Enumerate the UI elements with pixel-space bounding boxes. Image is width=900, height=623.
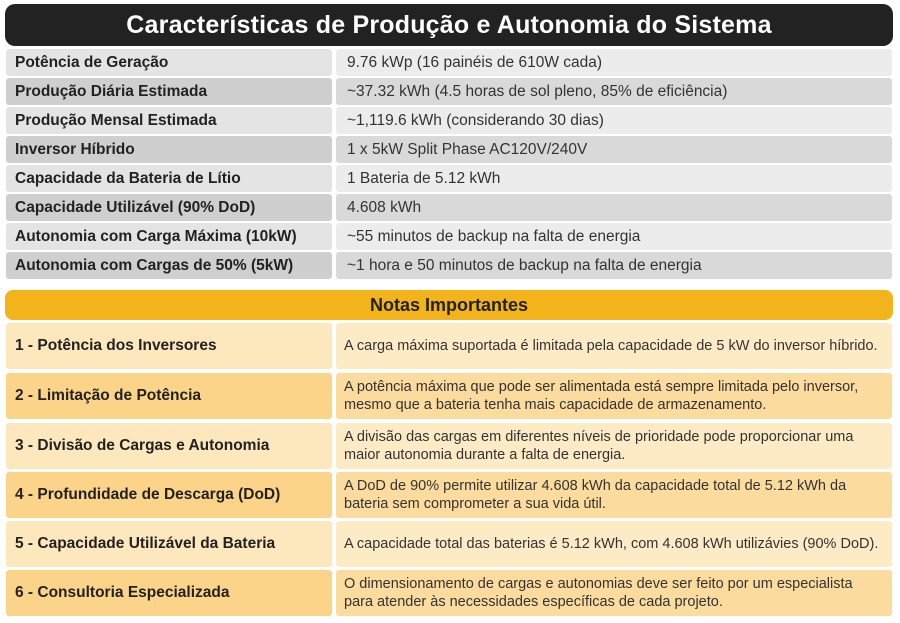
note-row (6, 373, 892, 419)
spec-label: Autonomia com Cargas de 50% (5kW) (6, 252, 332, 279)
note-label: 2 - Limitação de Potência (6, 373, 332, 419)
spec-value: 9.76 kWp (16 painéis de 610W cada) (336, 49, 892, 76)
note-row (6, 323, 892, 369)
note-label: 5 - Capacidade Utilizável da Bateria (6, 521, 332, 567)
spec-value: ~1,119.6 kWh (considerando 30 dias) (336, 107, 892, 134)
spec-label: Capacidade Utilizável (90% DoD) (6, 194, 332, 221)
spec-label: Inversor Híbrido (6, 136, 332, 163)
spec-value: 4.608 kWh (336, 194, 892, 221)
note-text: A capacidade total das baterias é 5.12 kWh, com 4.608 kWh utilizávies (90% DoD). (336, 521, 892, 567)
spec-value: ~1 hora e 50 minutos de backup na falta de energia (336, 252, 892, 279)
spec-label: Capacidade da Bateria de Lítio (6, 165, 332, 192)
note-label: 1 - Potência dos Inversores (6, 323, 332, 369)
spec-label: Potência de Geração (6, 49, 332, 76)
note-row (6, 570, 892, 616)
notes-title: Notas Importantes (369, 294, 529, 315)
note-text: A DoD de 90% permite utilizar 4.608 kWh da capacidade total de 5.12 kWh da bateria sem comprometer a sua vida útil. (336, 472, 892, 518)
spec-row (6, 136, 892, 163)
note-label: 4 - Profundidade de Descarga (DoD) (6, 472, 332, 518)
spec-value: ~37.32 kWh (4.5 horas de sol pleno, 85% de eficiência) (336, 78, 892, 105)
note-text: A divisão das cargas em diferentes níveis de prioridade pode proporcionar uma maior autonomia durante a falta de energia. (336, 423, 892, 469)
note-row (6, 423, 892, 469)
note-text: A carga máxima suportada é limitada pela capacidade de 5 kW do inversor híbrido. (336, 323, 892, 369)
spec-value: 1 x 5kW Split Phase AC120V/240V (336, 136, 892, 163)
spec-label: Autonomia com Carga Máxima (10kW) (6, 223, 332, 250)
spec-value: ~55 minutos de backup na falta de energia (336, 223, 892, 250)
spec-row (6, 165, 892, 192)
note-text: O dimensionamento de cargas e autonomias deve ser feito por um especialista para atender às necessidades específicas de cada projeto. (336, 570, 892, 616)
spec-value: 1 Bateria de 5.12 kWh (336, 165, 892, 192)
note-label: 6 - Consultoria Especializada (6, 570, 332, 616)
spec-label: Produção Diária Estimada (6, 78, 332, 105)
note-row (6, 472, 892, 518)
spec-row (6, 252, 892, 279)
title-banner (5, 4, 893, 46)
spec-row (6, 223, 892, 250)
note-label: 3 - Divisão de Cargas e Autonomia (6, 423, 332, 469)
spec-label: Produção Mensal Estimada (6, 107, 332, 134)
spec-row (6, 107, 892, 134)
spec-row (6, 78, 892, 105)
page-title: Características de Produção e Autonomia do Sistema (126, 10, 772, 39)
spec-row (6, 49, 892, 76)
note-row (6, 521, 892, 567)
note-text: A potência máxima que pode ser alimentada está sempre limitada pelo inversor, mesmo que a bateria tenha mais capacidade de armazenamento. (336, 373, 892, 419)
notes-banner (5, 290, 893, 320)
spec-row (6, 194, 892, 221)
